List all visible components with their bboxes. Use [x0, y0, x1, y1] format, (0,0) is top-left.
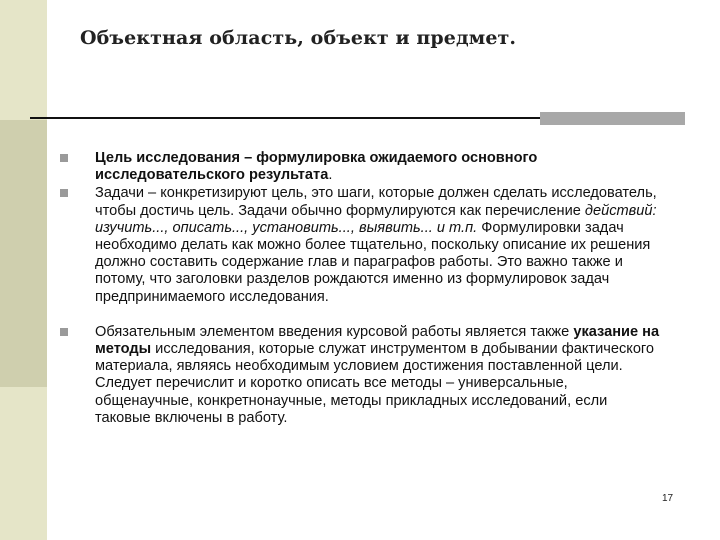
tasks-text-part1: Задачи – конкретизируют цель, это шаги, которые должен сделать исследователь, чтобы достичь цель. Задачи обычно формулируются как перечисление [95, 185, 657, 219]
side-decoration-dark-band [0, 120, 47, 387]
tasks-text-part2: Формулировки задач необходимо делать как можно более тщательно, поскольку описание их решения должно составить содержание глав и параграфов работы. Это важно также и потому, что заголовки разделов рождаются именно из формулировок задач предпринимаемого исследования. [95, 219, 651, 305]
square-bullet-icon [60, 154, 68, 162]
bullet-tasks [60, 185, 660, 305]
square-bullet-icon [60, 189, 68, 197]
goal-definition: Цель исследования – формулировка ожидаемого основного исследовательского результата [95, 150, 538, 184]
square-bullet-icon [60, 328, 68, 336]
title-rule-line [30, 117, 540, 119]
bullet-goal [60, 150, 660, 184]
slide-content [60, 150, 660, 427]
methods-text-part1: Обязательным элементом введения курсовой работы является также [95, 323, 574, 340]
slide-title: Объектная область, объект и предмет. [80, 27, 517, 49]
page-number: 17 [662, 493, 674, 504]
methods-text-part2: исследования, которые служат инструментом в добывании фактического материала, являясь необходимым условием достижения поставленной цели. Следует перечислит и коротко описать все методы – универсальные, общенаучные, конкретнонаучные, методы прикладных исследований, если таковые включены в работу. [95, 341, 655, 426]
tasks-actions-italic: действий: изучить..., описать..., установить..., выявить... и т.п. [95, 202, 657, 236]
title-rule-bar [540, 112, 685, 125]
bullet-methods [60, 324, 660, 427]
methods-emphasis: указание на методы [95, 323, 660, 358]
goal-period: . [328, 167, 333, 184]
